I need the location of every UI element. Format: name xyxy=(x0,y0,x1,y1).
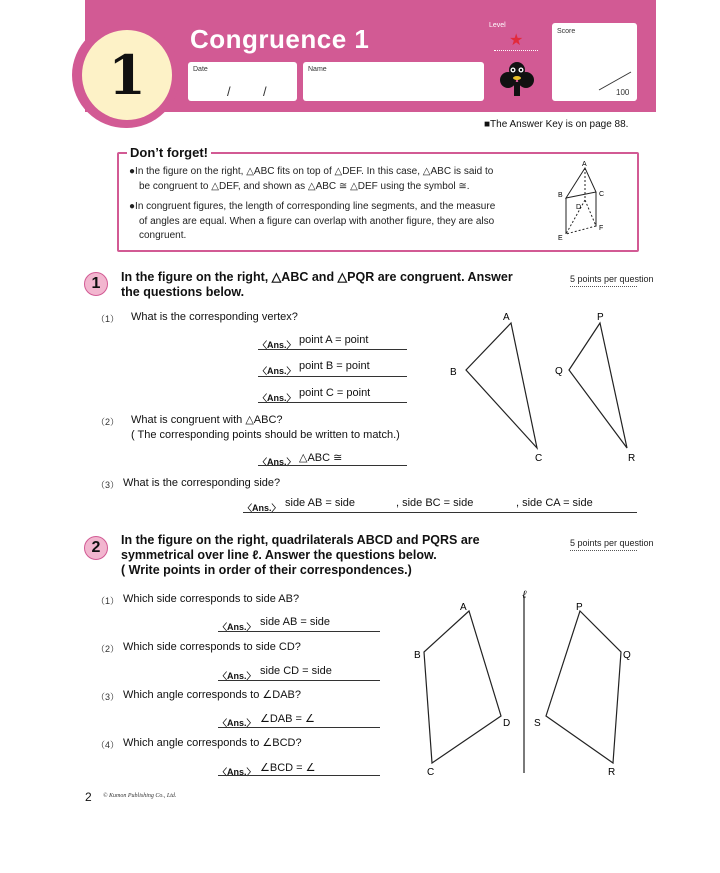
fig-label: B xyxy=(558,192,563,199)
points-note: 5 points per question xyxy=(570,274,654,284)
fig-label: R xyxy=(608,767,616,778)
points-note: 5 points per question xyxy=(570,538,654,548)
answer-prompt: , side CA = side xyxy=(516,497,593,509)
answer-line[interactable] xyxy=(218,727,380,728)
level-label: Level xyxy=(489,22,506,29)
dont-forget-line: be congruent to △DEF, and shown as △ABC ≅ △DEF using the symbol ≅. xyxy=(139,181,470,192)
question-number: （3） xyxy=(96,480,120,490)
mascot-icon xyxy=(498,58,536,102)
fig-label: B xyxy=(414,650,421,661)
points-divider xyxy=(570,286,637,287)
page-number: 2 xyxy=(85,790,92,804)
ans-label: 〈Ans.〉 xyxy=(218,671,256,681)
fig-label: D xyxy=(503,718,511,729)
answer-line[interactable] xyxy=(218,775,380,776)
answer-line[interactable] xyxy=(218,631,380,632)
dont-forget-line: ●In congruent figures, the length of corresponding line segments, and the measure xyxy=(129,201,496,212)
question-text: What is the corresponding vertex? xyxy=(131,311,298,323)
answer-line[interactable] xyxy=(258,402,407,403)
quadrilateral-figure xyxy=(405,588,645,780)
answer-line[interactable] xyxy=(218,680,380,681)
answer-key-note: ■The Answer Key is on page 88. xyxy=(484,119,629,130)
answer-prompt: point C = point xyxy=(299,387,371,399)
ans-label: 〈Ans.〉 xyxy=(258,366,296,376)
dont-forget-line: of angles are equal. When a figure can overlap with another figure, they are also xyxy=(139,216,495,227)
name-label: Name xyxy=(308,66,327,73)
name-field[interactable] xyxy=(303,62,484,101)
ans-label: 〈Ans.〉 xyxy=(258,457,296,467)
answer-prompt: △ABC ≅ xyxy=(299,452,343,464)
prism-figure xyxy=(552,158,612,242)
question-text: Which angle corresponds to ∠BCD? xyxy=(123,737,302,749)
level-divider xyxy=(494,50,538,51)
fig-label: F xyxy=(599,225,604,232)
question-text: What is congruent with △ABC? xyxy=(131,414,283,426)
fig-label: S xyxy=(534,718,541,729)
answer-prompt: side AB = side xyxy=(285,497,356,509)
question-text: Which angle corresponds to ∠DAB? xyxy=(123,689,302,701)
ans-label: 〈Ans.〉 xyxy=(258,393,296,403)
question-number: （2） xyxy=(96,417,120,427)
ans-label: 〈Ans.〉 xyxy=(218,718,256,728)
question-text: What is the corresponding side? xyxy=(123,477,281,489)
question-number: （1） xyxy=(96,314,120,324)
fig-label: A xyxy=(503,312,510,323)
line-label: ℓ xyxy=(522,589,527,601)
answer-line[interactable] xyxy=(258,349,407,350)
fig-label: R xyxy=(628,453,636,464)
dont-forget-line: ●In the figure on the right, △ABC fits on top of △DEF. In this case, △ABC is said to xyxy=(129,166,494,177)
fig-label: D xyxy=(576,204,582,211)
ans-label: 〈Ans.〉 xyxy=(258,340,296,350)
fig-label: Q xyxy=(623,650,631,661)
unit-number: 1 xyxy=(108,43,146,107)
fig-label: A xyxy=(460,602,467,613)
fig-label: C xyxy=(535,453,543,464)
copyright: © Kumon Publishing Co., Ltd. xyxy=(103,793,177,799)
problem-heading: symmetrical over line ℓ. Answer the questions below. xyxy=(121,548,437,562)
fig-label: Q xyxy=(555,366,563,377)
date-slash-1: / xyxy=(227,84,231,99)
date-label: Date xyxy=(193,66,208,73)
page-title: Congruence 1 xyxy=(190,24,370,54)
question-text: Which side corresponds to side AB? xyxy=(123,593,300,605)
question-number: （2） xyxy=(96,644,120,654)
answer-prompt: , side BC = side xyxy=(396,497,474,509)
fig-label: P xyxy=(597,312,604,323)
problem-heading: ( Write points in order of their correspondences.) xyxy=(121,563,412,577)
question-number: （1） xyxy=(96,596,120,606)
ans-label: 〈Ans.〉 xyxy=(243,503,281,513)
fig-label: B xyxy=(450,367,457,378)
score-max: 100 xyxy=(616,88,630,97)
problem-heading: In the figure on the right, quadrilaterals ABCD and PQRS are xyxy=(121,533,480,547)
score-label: Score xyxy=(557,28,576,35)
points-divider xyxy=(570,550,637,551)
dont-forget-title: Don’t forget! xyxy=(127,145,211,160)
level-star-icon: ★ xyxy=(509,32,524,49)
fig-label: P xyxy=(576,602,583,613)
fig-label: E xyxy=(558,235,563,242)
answer-prompt: point B = point xyxy=(299,360,370,372)
answer-prompt: side AB = side xyxy=(260,616,331,628)
fig-label: C xyxy=(427,767,435,778)
answer-prompt: point A = point xyxy=(299,334,369,346)
ans-label: 〈Ans.〉 xyxy=(218,622,256,632)
fig-label: A xyxy=(582,161,587,168)
problem-heading: In the figure on the right, △ABC and △PQR are congruent. Answer xyxy=(121,270,513,284)
answer-prompt: side CD = side xyxy=(260,665,332,677)
problem-number: 2 xyxy=(84,536,108,560)
answer-prompt: ∠DAB = ∠ xyxy=(260,713,315,725)
triangle-figure xyxy=(445,308,645,468)
dont-forget-line: congruent. xyxy=(139,230,187,241)
question-text: Which side corresponds to side CD? xyxy=(123,641,301,653)
answer-line[interactable] xyxy=(243,512,637,513)
problem-number: 1 xyxy=(84,272,108,296)
problem-heading: the questions below. xyxy=(121,285,245,299)
question-number: （3） xyxy=(96,692,120,702)
fig-label: C xyxy=(599,191,605,198)
answer-prompt: ∠BCD = ∠ xyxy=(260,762,316,774)
question-text: ( The corresponding points should be written to match.) xyxy=(131,429,400,441)
ans-label: 〈Ans.〉 xyxy=(218,767,256,777)
answer-line[interactable] xyxy=(258,376,407,377)
question-number: （4） xyxy=(96,740,120,750)
answer-line[interactable] xyxy=(258,465,407,466)
date-slash-2: / xyxy=(263,84,267,99)
